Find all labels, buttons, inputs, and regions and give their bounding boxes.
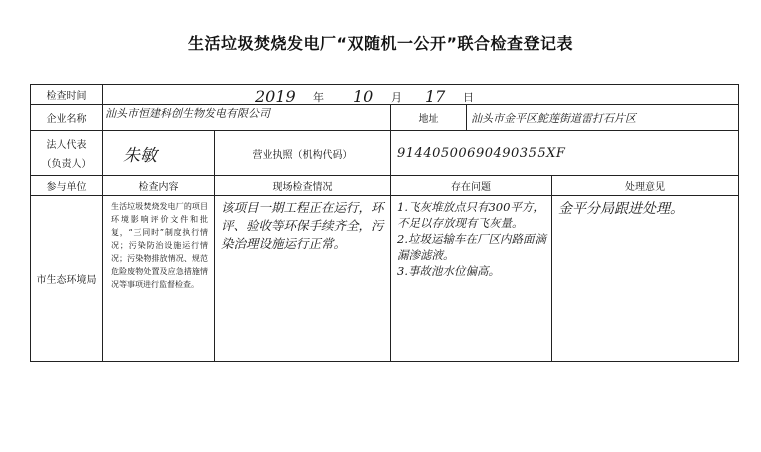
inspection-content-header: 检查内容	[103, 176, 215, 196]
legal-rep-label	[31, 131, 103, 176]
day-label: 日	[463, 91, 474, 104]
inspection-date-cell	[103, 85, 739, 105]
address-value: 汕头市金平区鮀莲街道雷打石片区	[467, 105, 739, 131]
month-value: 10	[353, 87, 374, 106]
company-name-value: 汕头市恒建科创生物发电有限公司	[103, 105, 391, 131]
participating-unit-value: 市生态环境局	[31, 196, 103, 362]
legal-rep-value: 朱敏	[103, 131, 215, 176]
onsite-situation-value: 该项目一期工程正在运行，环评、验收等环保手续齐全，污染治理设施运行正常。	[215, 196, 391, 362]
problem-item: 1.飞灰堆放点只有300平方，不足以存放现有飞灰量。	[397, 200, 545, 230]
day-value: 17	[425, 87, 446, 106]
year-value: 2019	[255, 87, 296, 106]
handling-opinion-header: 处理意见	[552, 176, 739, 196]
existing-problems-cell	[391, 196, 552, 362]
problem-item: 2.垃圾运输车在厂区内路面滴漏渗滤液。	[397, 232, 546, 262]
business-license-label: 营业执照（机构代码）	[215, 131, 391, 176]
inspection-time-label: 检查时间	[31, 85, 103, 105]
company-name-label: 企业名称	[31, 105, 103, 131]
address-label: 地址	[391, 105, 467, 131]
legal-rep-label-line1: 法人代表	[46, 140, 87, 151]
inspection-content-value: 生活垃圾焚烧发电厂的项目环境影响评价文件和批复，“三同时”制度执行情况；污染防治设施运行情况；污染物排放情况、规范危险废物处置及应急措施情况等事项进行监督检查。	[103, 196, 215, 362]
license-code-value: 91440500690490355XF	[391, 131, 739, 176]
participating-unit-header: 参与单位	[31, 176, 103, 196]
year-label: 年	[313, 91, 324, 104]
onsite-situation-header: 现场检查情况	[215, 176, 391, 196]
inspection-table	[30, 84, 739, 362]
legal-rep-label-line2: （负责人）	[41, 159, 92, 170]
form-title: 生活垃圾焚烧发电厂“双随机一公开”联合检查登记表	[187, 34, 574, 53]
existing-problems-header: 存在问题	[391, 176, 552, 196]
handling-opinion-value: 金平分局跟进处理。	[552, 196, 739, 362]
month-label: 月	[391, 91, 402, 104]
problem-item: 3.事故池水位偏高。	[397, 264, 500, 278]
